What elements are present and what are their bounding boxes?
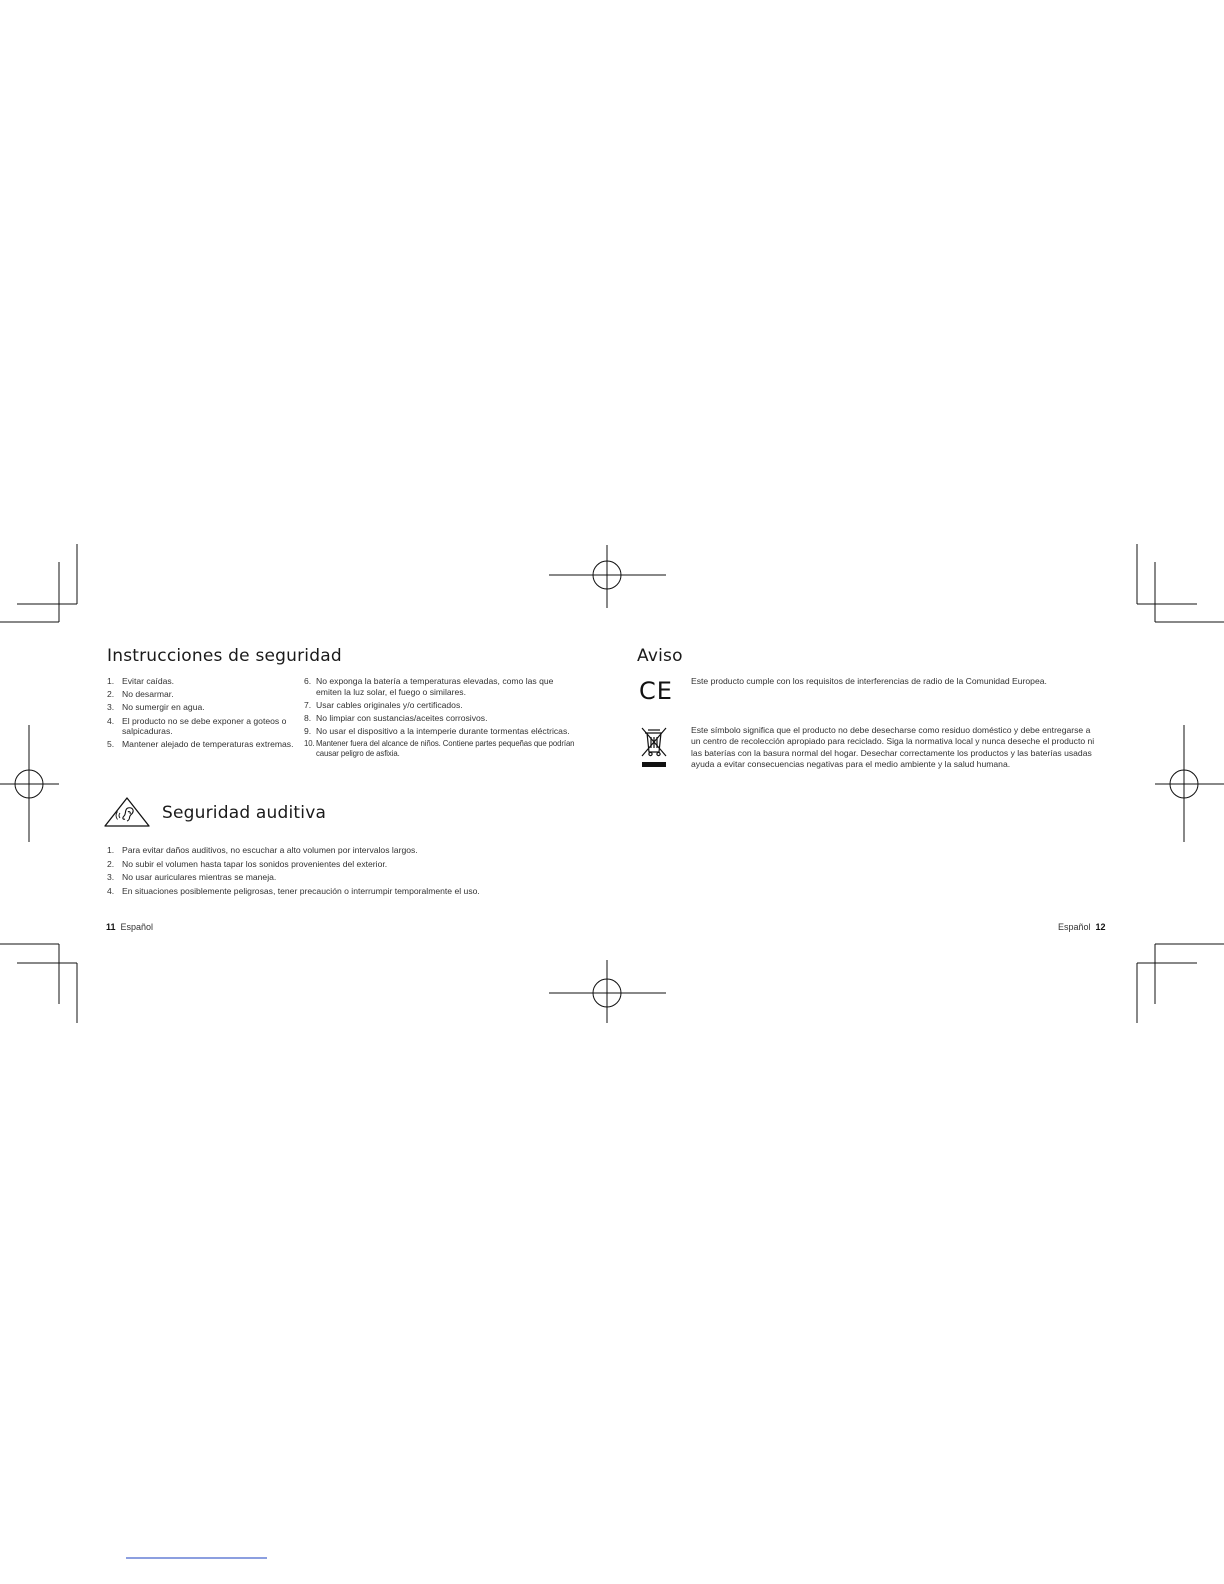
hearing-list (107, 845, 577, 899)
list-item: 9. No usar el dispositivo a la intemperie durante tormentas eléctricas. (304, 726, 570, 737)
list-item: 6. No exponga la batería a temperaturas elevadas, como las que emiten la luz solar, el fuego o similares. (304, 676, 554, 697)
list-item: 2. No subir el volumen hasta tapar los sonidos provenientes del exterior. (107, 858, 388, 869)
hearing-warning-icon (103, 796, 151, 828)
ce-notice-text: Este producto cumple con los requisitos de interferencias de radio de la Comunidad Europea. (691, 676, 1047, 686)
list-item: 8. No limpiar con sustancias/aceites corrosivos. (304, 712, 488, 723)
notice-title: Aviso (637, 646, 683, 666)
list-item: 3. No sumergir en agua. (107, 702, 205, 713)
list-item: 2. No desarmar. (107, 689, 174, 700)
list-item: 4. El producto no se debe exponer a goteos o salpicaduras. (107, 715, 287, 737)
list-item: 1. Evitar caídas. (107, 676, 175, 686)
footer-language: Español (120, 922, 154, 932)
list-item: 5. Mantener alejado de temperaturas extremas. (107, 739, 294, 750)
crossed-out-wheeled-bin-icon (640, 725, 668, 769)
footer-language: Español (1058, 922, 1091, 932)
hearing-title: Seguridad auditiva (162, 803, 327, 823)
ce-mark-icon: CE (639, 677, 673, 705)
list-item: 4. En situaciones posiblemente peligrosas, tener precaución o interrumpir temporalmente el uso. (107, 885, 480, 896)
safety-title: Instrucciones de seguridad (107, 646, 342, 666)
list-item: 7. Usar cables originales y/o certificados. (304, 699, 463, 710)
list-item: 3. No usar auriculares mientras se maneja. (107, 872, 277, 882)
page-number: 11 (106, 922, 116, 932)
list-item: 1. Para evitar daños auditivos, no escuchar a alto volumen por intervalos largos. (107, 845, 418, 855)
safety-list-col1 (107, 676, 297, 752)
page-number: 12 (1095, 922, 1106, 932)
safety-list-col2 (304, 676, 576, 761)
left-page-footer (106, 922, 153, 932)
list-item: 10. Mantener fuera del alcance de niños. Contiene partes pequeñas que podrían causar peligro de asfixia. (304, 739, 575, 758)
weee-notice-text: Este símbolo significa que el producto no debe desecharse como residuo doméstico y debe entregarse a un centro de recolección apropiado para reciclado. Siga la normativa local y nunca deseche el producto ni las baterías con la basura normal del hogar. Desechar correctamente los productos y las baterías usadas ayuda a evitar consecuencias negativas para el medio ambiente y la salud humana. (691, 725, 1095, 770)
right-page-footer (1058, 922, 1106, 932)
